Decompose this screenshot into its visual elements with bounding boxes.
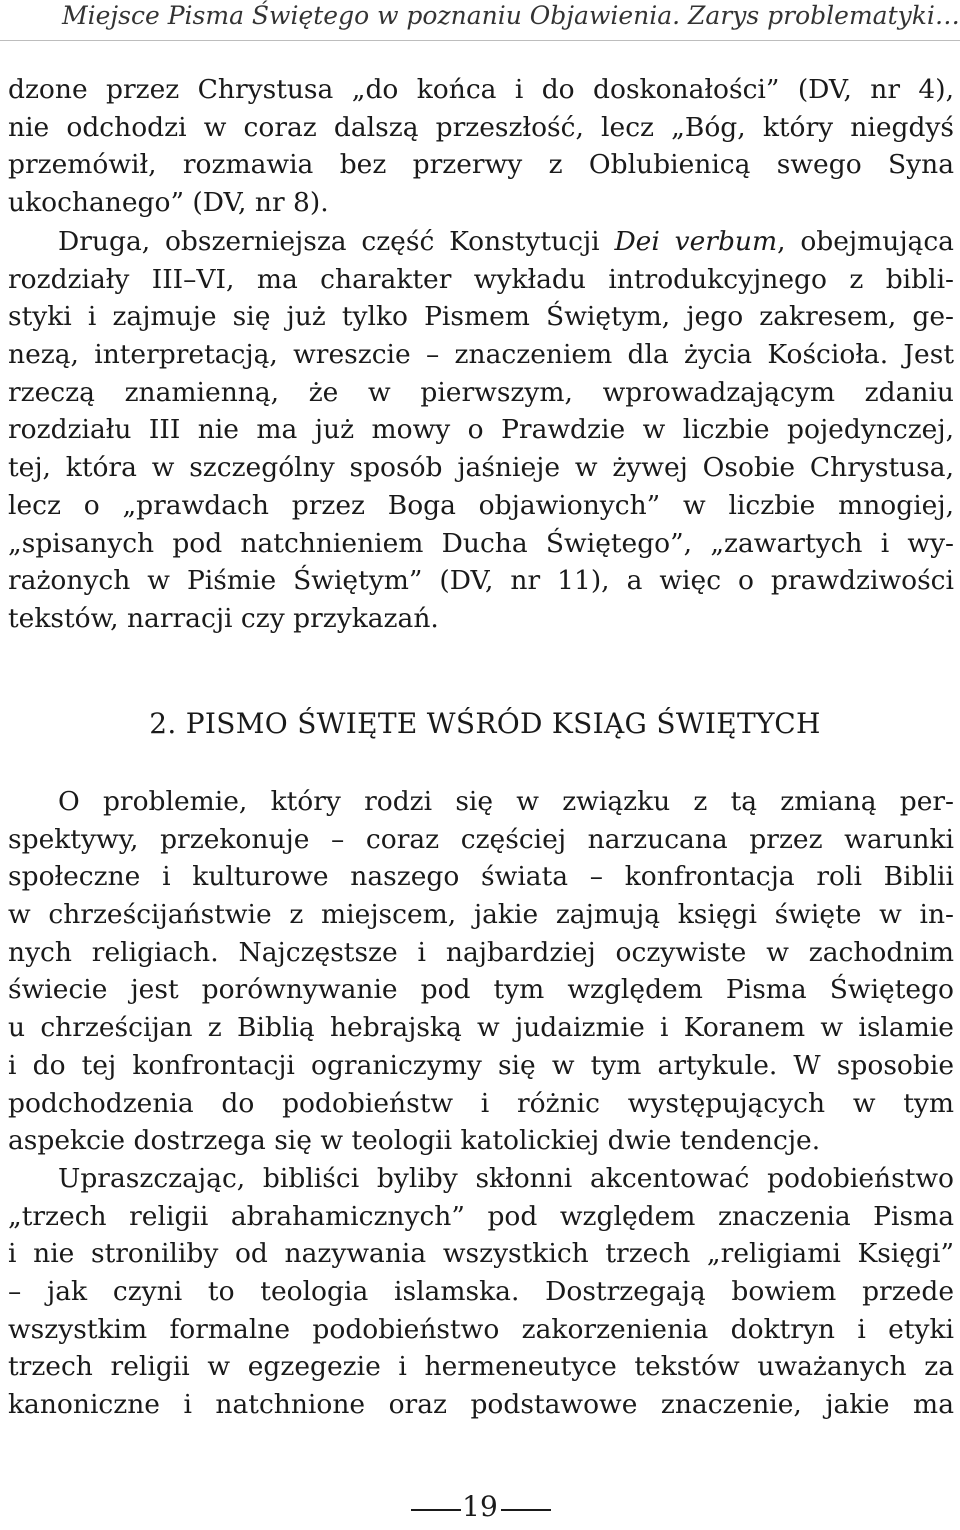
text-line: rozdziały III–VI, ma charakter wykładu introdukcyjnego z bibli-: [8, 263, 954, 295]
header-divider: [0, 40, 960, 41]
text-line: trzech religii w egzegezie i hermeneutyce tekstów uważanych za: [8, 1351, 954, 1383]
text-line: kanoniczne i natchnione oraz podstawowe znaczenie, jakie ma: [8, 1389, 954, 1421]
text-line: nych religiach. Najczęstsze i najbardziej oczywiste w zachodnim: [8, 936, 954, 968]
text-line: „trzech religii abrahamicznych” pod względem znaczenia Pisma: [8, 1200, 954, 1232]
text-line: nezą, interpretacją, wreszcie – znaczeniem dla życia Kościoła. Jest: [8, 339, 954, 371]
paragraph-biblisci: [8, 1160, 954, 1424]
text-line: tej, która w szczególny sposób jaśnieje w żywej Osobie Chrystusa,: [8, 452, 954, 484]
page-number: 19: [462, 1490, 498, 1523]
text-line: rozdziału III nie ma już mowy o Prawdzie w liczbie pojedynczej,: [8, 414, 954, 446]
text-line: rażonych w Piśmie Świętym” (DV, nr 11), a więc o prawdziwości: [8, 565, 954, 597]
paragraph-dei-verbum: [8, 223, 954, 638]
text-line: „spisanych pod natchnieniem Ducha Świętego”, „zawartych i wy-: [8, 527, 954, 559]
text-line: spektywy, przekonuje – coraz częściej narzucana przez warunki: [8, 823, 954, 855]
text-line: i do tej konfrontacji ograniczymy się w tym artykule. W sposobie: [8, 1049, 954, 1081]
work-title: Dei verbum: [614, 226, 778, 257]
section-heading-text: 2. PISMO ŚWIĘTE WŚRÓD KSIĄG ŚWIĘTYCH: [149, 707, 821, 740]
footer-dash-right: [501, 1509, 551, 1511]
text-line: Druga, obszerniejsza część Konstytucji Dei verbum, obejmująca: [58, 226, 954, 257]
text-line: wszystkim formalne podobieństwo zakorzenienia doktryn i etyki: [8, 1313, 954, 1345]
running-header: [0, 0, 960, 41]
text-line: dzone przez Chrystusa „do końca i do doskonałości” (DV, nr 4),: [8, 74, 954, 105]
running-header-title: Miejsce Pisma Świętego w poznaniu Objawienia. Zarys problematyki…: [62, 1, 960, 30]
text-line: nie odchodzi w coraz dalszą przeszłość, lecz „Bóg, który niegdyś: [8, 111, 954, 143]
text-line: aspekcie dostrzega się w teologii katolickiej dwie tendencje.: [8, 1125, 821, 1157]
paragraph-problem: [8, 783, 954, 1160]
text-line: i nie stroniliby od nazywania wszystkich trzech „religiami Księgi”: [8, 1238, 954, 1270]
text-line: przemówił, rozmawia bez przerwy z Oblubienicą swego Syna: [8, 149, 954, 181]
section-heading: [0, 707, 960, 740]
text-line: styki i zajmuje się już tylko Pismem Świętym, jego zakresem, ge-: [8, 301, 954, 333]
text-line: u chrześcijan z Biblią hebrajską w judaizmie i Koranem w islamie: [8, 1012, 954, 1044]
text-line: podchodzenia do podobieństw i różnic występujących w tym: [8, 1087, 954, 1119]
text-line: O problemie, który rodzi się w związku z tą zmianą per-: [58, 786, 954, 817]
text-line: w chrześcijaństwie z miejscem, jakie zajmują księgi święte w in-: [8, 899, 954, 931]
text-line: – jak czyni to teologia islamska. Dostrzegają bowiem przede: [8, 1276, 954, 1308]
text-line: lecz o „prawdach przez Boga objawionych” w liczbie mnogiej,: [8, 489, 954, 521]
text-line: rzeczą znamienną, że w pierwszym, wprowadzającym zdaniu: [8, 376, 954, 408]
text-line: Upraszczając, bibliści byliby skłonni akcentować podobieństwo: [58, 1163, 954, 1194]
text-line: tekstów, narracji czy przykazań.: [8, 602, 439, 634]
text-line: świecie jest porównywanie pod tym względem Pisma Świętego: [8, 974, 954, 1006]
text-line: ukochanego” (DV, nr 8).: [8, 187, 329, 219]
page-footer: [0, 1490, 960, 1530]
paragraph-continuation: [8, 71, 954, 222]
text-line: społeczne i kulturowe naszego świata – konfrontacja roli Biblii: [8, 861, 954, 893]
